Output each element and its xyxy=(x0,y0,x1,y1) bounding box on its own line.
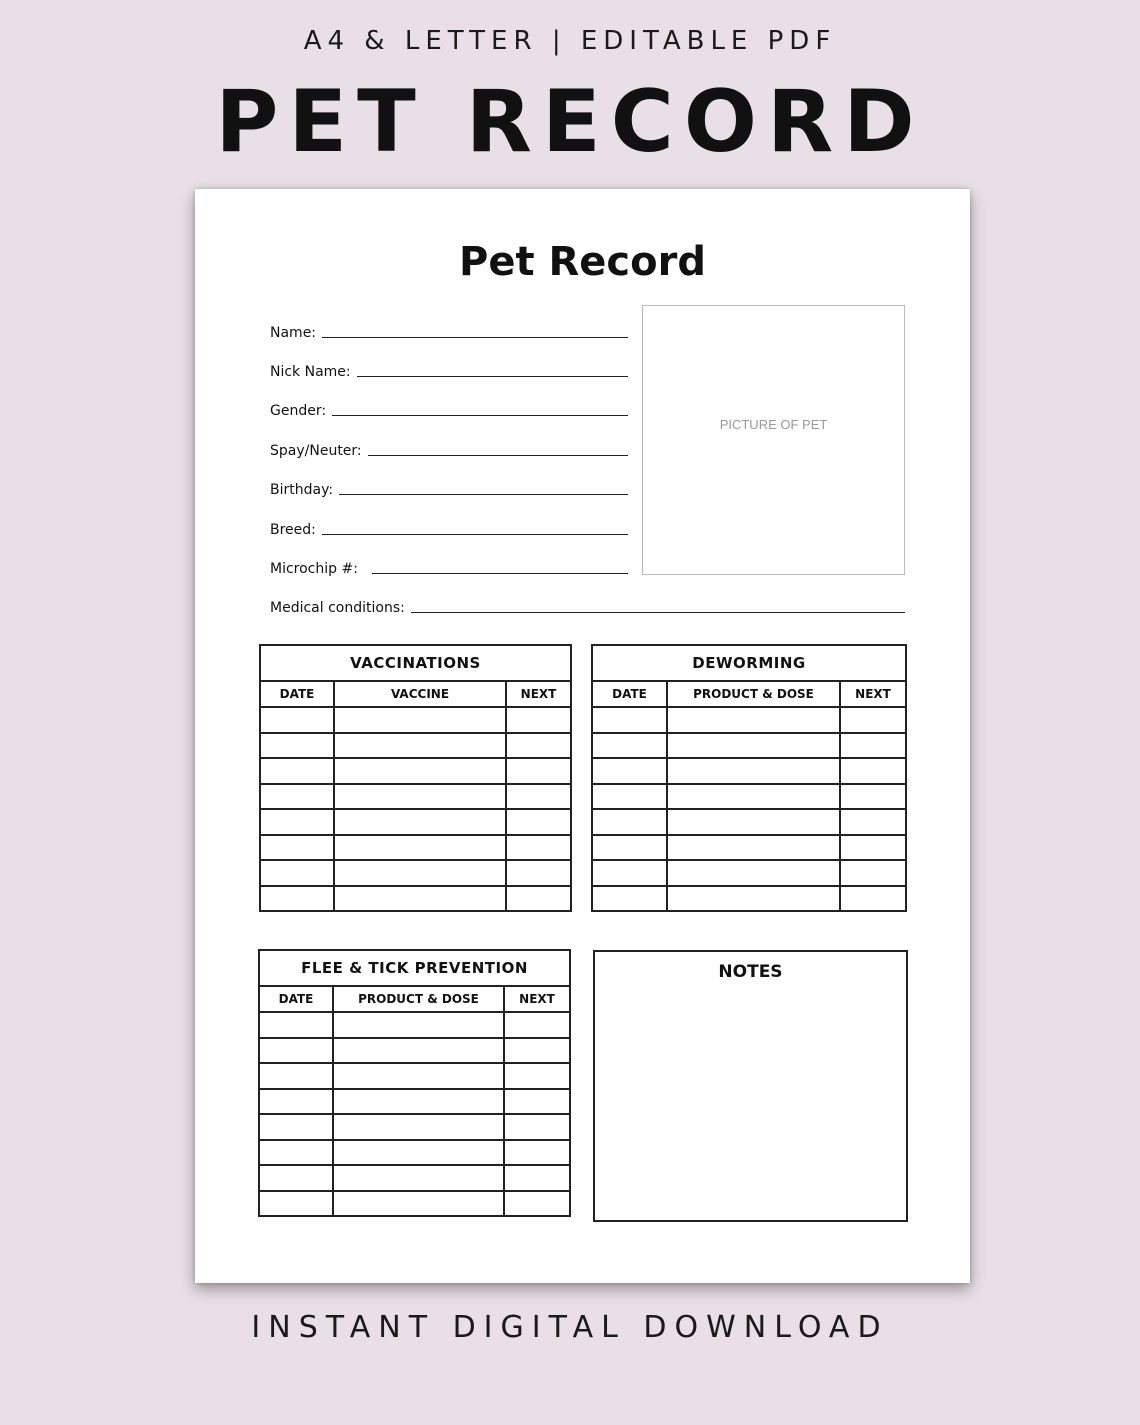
table-cell[interactable] xyxy=(504,1063,570,1089)
table-cell[interactable] xyxy=(667,886,840,912)
table-cell[interactable] xyxy=(504,1012,570,1038)
table-cell[interactable] xyxy=(259,1191,333,1217)
table-cell[interactable] xyxy=(333,1165,504,1191)
table-row xyxy=(592,733,906,759)
table-cell[interactable] xyxy=(259,1089,333,1115)
flea-tick-next-header: NEXT xyxy=(504,986,570,1012)
breed-line xyxy=(322,533,628,535)
table-row xyxy=(260,758,571,784)
download-tagline: INSTANT DIGITAL DOWNLOAD xyxy=(251,1310,889,1345)
table-row xyxy=(592,835,906,861)
table-cell[interactable] xyxy=(504,1114,570,1140)
flea-tick-product-header: PRODUCT & DOSE xyxy=(333,986,504,1012)
table-cell[interactable] xyxy=(840,707,906,733)
deworming-title: DEWORMING xyxy=(592,645,906,681)
table-cell[interactable] xyxy=(667,707,840,733)
table-cell[interactable] xyxy=(840,733,906,759)
spay-neuter-label: Spay/Neuter: xyxy=(270,443,362,459)
table-cell[interactable] xyxy=(840,784,906,810)
spay-neuter-field[interactable] xyxy=(270,437,628,459)
birthday-label: Birthday: xyxy=(270,482,334,498)
table-cell[interactable] xyxy=(333,1012,504,1038)
format-line: A4 & LETTER | EDITABLE PDF xyxy=(303,26,837,56)
table-cell[interactable] xyxy=(504,1191,570,1217)
table-cell[interactable] xyxy=(506,733,571,759)
table-row xyxy=(260,784,571,810)
birthday-field[interactable] xyxy=(270,476,628,498)
microchip-line xyxy=(372,572,628,574)
table-row xyxy=(592,860,906,886)
table-cell[interactable] xyxy=(592,758,667,784)
table-cell[interactable] xyxy=(506,809,571,835)
medical-conditions-line xyxy=(411,611,905,613)
notes-box[interactable] xyxy=(593,950,908,1222)
vaccinations-title: VACCINATIONS xyxy=(260,645,571,681)
table-cell[interactable] xyxy=(506,784,571,810)
flea-tick-date-header: DATE xyxy=(259,986,333,1012)
table-cell[interactable] xyxy=(259,1038,333,1064)
deworming-date-header: DATE xyxy=(592,681,667,707)
flea-tick-title: FLEE & TICK PREVENTION xyxy=(259,950,570,986)
nick-name-field[interactable] xyxy=(270,358,628,380)
table-row xyxy=(260,886,571,912)
table-cell[interactable] xyxy=(259,1140,333,1166)
vaccinations-table xyxy=(259,644,572,912)
table-row xyxy=(259,1012,570,1038)
gender-line xyxy=(332,414,628,416)
vaccinations-vaccine-header: VACCINE xyxy=(334,681,506,707)
sheet-title: Pet Record xyxy=(459,239,706,285)
table-cell[interactable] xyxy=(592,784,667,810)
table-row xyxy=(260,707,571,733)
table-cell[interactable] xyxy=(667,784,840,810)
table-cell[interactable] xyxy=(260,707,334,733)
table-cell[interactable] xyxy=(592,707,667,733)
medical-conditions-field[interactable] xyxy=(270,594,905,616)
table-cell[interactable] xyxy=(592,886,667,912)
table-cell[interactable] xyxy=(333,1191,504,1217)
table-row xyxy=(592,784,906,810)
table-cell[interactable] xyxy=(334,835,506,861)
table-cell[interactable] xyxy=(592,733,667,759)
table-cell[interactable] xyxy=(260,835,334,861)
name-line xyxy=(322,336,628,338)
deworming-product-header: PRODUCT & DOSE xyxy=(667,681,840,707)
name-label: Name: xyxy=(270,325,317,341)
table-cell[interactable] xyxy=(667,758,840,784)
table-cell[interactable] xyxy=(334,809,506,835)
table-cell[interactable] xyxy=(840,860,906,886)
table-cell[interactable] xyxy=(260,758,334,784)
table-cell[interactable] xyxy=(259,1012,333,1038)
name-field[interactable] xyxy=(270,319,628,341)
table-cell[interactable] xyxy=(592,835,667,861)
nick-name-line xyxy=(357,375,628,377)
spay-neuter-line xyxy=(368,454,628,456)
gender-field[interactable] xyxy=(270,397,628,419)
flea-tick-table xyxy=(258,949,571,1217)
table-cell[interactable] xyxy=(259,1114,333,1140)
table-cell[interactable] xyxy=(259,1063,333,1089)
table-cell[interactable] xyxy=(260,860,334,886)
table-row xyxy=(259,1165,570,1191)
table-cell[interactable] xyxy=(592,809,667,835)
table-row xyxy=(260,835,571,861)
table-row xyxy=(260,733,571,759)
pet-photo-box[interactable] xyxy=(642,305,905,575)
table-cell[interactable] xyxy=(667,860,840,886)
table-row xyxy=(260,860,571,886)
vaccinations-next-header: NEXT xyxy=(506,681,571,707)
table-cell[interactable] xyxy=(506,835,571,861)
page-title: PET RECORD xyxy=(215,72,925,172)
table-cell[interactable] xyxy=(840,835,906,861)
nick-name-label: Nick Name: xyxy=(270,364,351,380)
table-row xyxy=(259,1089,570,1115)
table-cell[interactable] xyxy=(334,707,506,733)
table-row xyxy=(592,886,906,912)
table-cell[interactable] xyxy=(504,1038,570,1064)
table-cell[interactable] xyxy=(667,835,840,861)
deworming-next-header: NEXT xyxy=(840,681,906,707)
table-cell[interactable] xyxy=(334,733,506,759)
table-row xyxy=(592,758,906,784)
table-cell[interactable] xyxy=(260,886,334,912)
table-cell[interactable] xyxy=(333,1114,504,1140)
table-cell[interactable] xyxy=(506,758,571,784)
breed-field[interactable] xyxy=(270,516,628,538)
table-cell[interactable] xyxy=(667,809,840,835)
table-cell[interactable] xyxy=(333,1063,504,1089)
table-row xyxy=(259,1038,570,1064)
table-cell[interactable] xyxy=(840,886,906,912)
medical-conditions-label: Medical conditions: xyxy=(270,600,405,616)
breed-label: Breed: xyxy=(270,522,316,538)
deworming-table xyxy=(591,644,907,912)
birthday-line xyxy=(339,493,628,495)
table-cell[interactable] xyxy=(506,707,571,733)
table-row xyxy=(259,1140,570,1166)
microchip-label: Microchip #: xyxy=(270,561,358,577)
table-cell[interactable] xyxy=(333,1089,504,1115)
photo-placeholder-text: PICTURE OF PET xyxy=(719,416,828,432)
table-cell[interactable] xyxy=(840,758,906,784)
vaccinations-date-header: DATE xyxy=(260,681,334,707)
table-cell[interactable] xyxy=(506,886,571,912)
gender-label: Gender: xyxy=(270,403,327,419)
table-cell[interactable] xyxy=(333,1038,504,1064)
notes-title: NOTES xyxy=(718,962,783,982)
table-cell[interactable] xyxy=(840,809,906,835)
table-cell[interactable] xyxy=(259,1165,333,1191)
table-row xyxy=(260,809,571,835)
table-row xyxy=(259,1191,570,1217)
table-row xyxy=(259,1114,570,1140)
table-cell[interactable] xyxy=(334,860,506,886)
table-cell[interactable] xyxy=(506,860,571,886)
microchip-field[interactable] xyxy=(270,555,628,577)
table-cell[interactable] xyxy=(334,758,506,784)
table-cell[interactable] xyxy=(260,784,334,810)
table-cell[interactable] xyxy=(667,733,840,759)
table-cell[interactable] xyxy=(504,1140,570,1166)
table-cell[interactable] xyxy=(504,1089,570,1115)
table-cell[interactable] xyxy=(334,784,506,810)
table-cell[interactable] xyxy=(504,1165,570,1191)
table-cell[interactable] xyxy=(260,733,334,759)
pet-record-sheet xyxy=(195,189,970,1283)
table-cell[interactable] xyxy=(333,1140,504,1166)
table-cell[interactable] xyxy=(334,886,506,912)
table-cell[interactable] xyxy=(260,809,334,835)
table-row xyxy=(259,1063,570,1089)
table-row xyxy=(592,707,906,733)
table-row xyxy=(592,809,906,835)
table-cell[interactable] xyxy=(592,860,667,886)
